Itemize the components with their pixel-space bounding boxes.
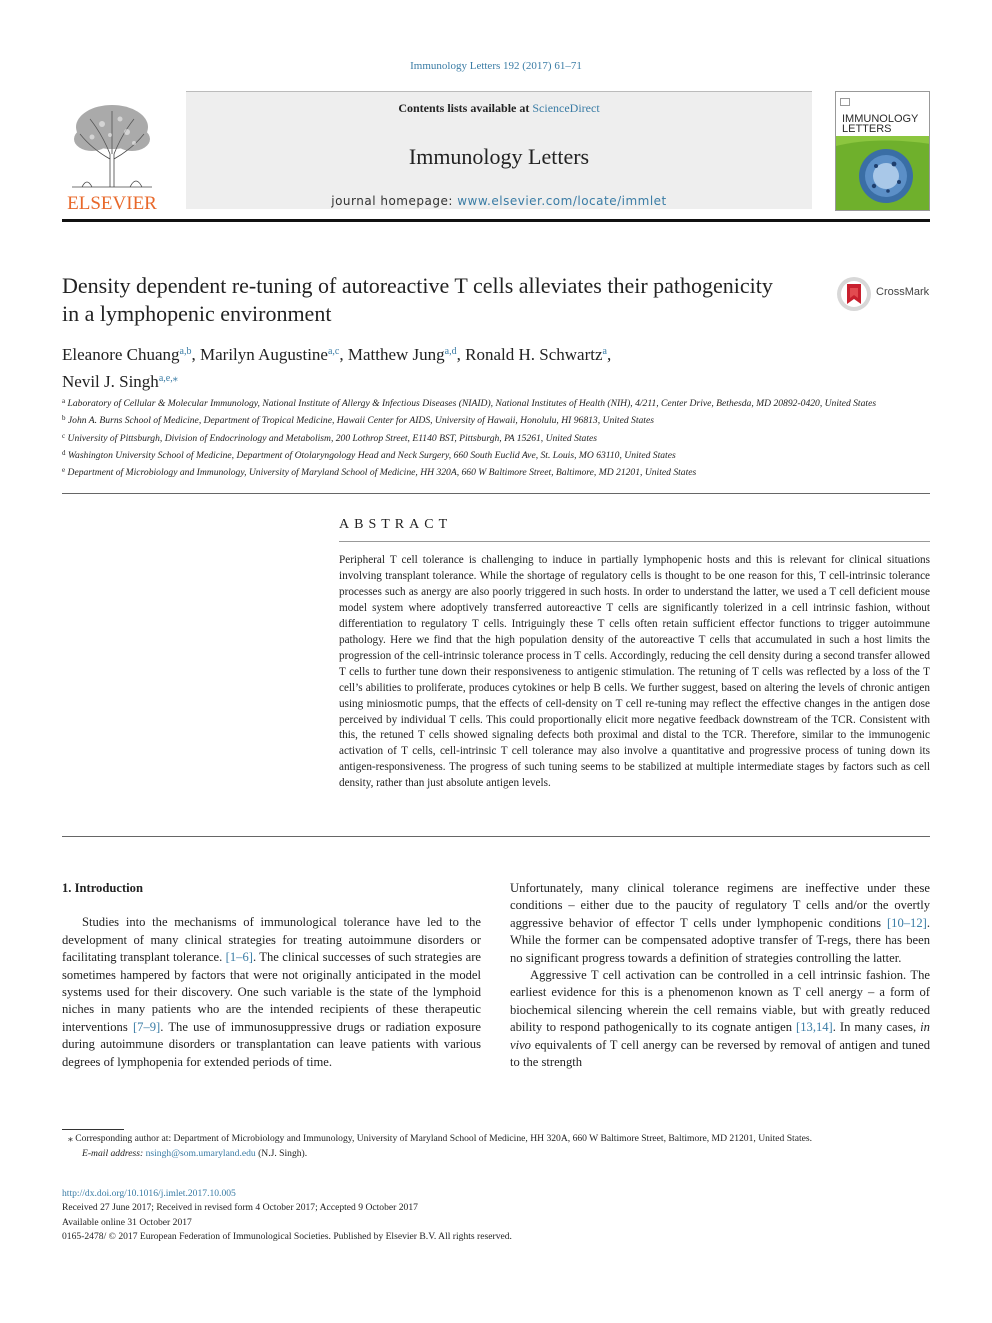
body-column-right <box>510 880 930 1071</box>
footnote-rule <box>62 1129 124 1130</box>
affiliation: $^b$ John A. Burns School of Medicine, Department of Tropical Medicine, Hawaii Center for AIDS, University of Hawaii, Honolulu, HI 96813, United States <box>62 414 654 427</box>
copyright: 0165-2478/ © 2017 European Federation of Immunological Societies. Published by Elsevier B.V. All rights reserved. <box>62 1230 512 1242</box>
author[interactable]: Ronald H. Schwartz$^a$ <box>465 345 607 364</box>
corresponding-author-note: ⁎ Corresponding author at: Department of Microbiology and Immunology, University of Maryland School of Medicine, HH 320A, 660 W Baltimore Street, Baltimore, MD 21201, United States. <box>68 1133 813 1144</box>
crossmark-badge[interactable] <box>836 276 936 312</box>
author-list: Eleanore Chuang$^{a,b}$, Marilyn Augustine$^{a,c}$, Matthew Jung$^{a,d}$, Ronald H. Schwartz$^a$, Nevil J. Singh$^{a,e,⁎}$ <box>62 345 612 391</box>
email-link[interactable]: nsingh@som.umaryland.edu <box>145 1147 256 1159</box>
cover-art-icon <box>836 136 930 211</box>
section-heading: 1. Introduction <box>62 881 143 895</box>
journal-masthead <box>62 91 930 221</box>
author[interactable]: Nevil J. Singh$^{a,e,⁎}$ <box>62 372 178 391</box>
body-column-left <box>62 880 481 1071</box>
affiliation: $^a$ Laboratory of Cellular & Molecular Immunology, National Institute of Allergy & Infectious Diseases (NIAID), National Institutes of Health (NIH), 4/211, Center Drive, Bethesda, MD 20892-0420, United States <box>62 397 877 409</box>
affiliation: $^e$ Department of Microbiology and Immunology, University of Maryland School of Medicine, HH 320A, 660 W Baltimore Street, Baltimore, MD 21201, United States <box>62 466 697 479</box>
paragraph: Unfortunately, many clinical tolerance regimens are ineffective under these conditions – either due to the paucity of regulatory T cells and/or the overtly aggressive behavior of effector T cells under lymphopenic conditions [10–12]. While the former can be compensated adoptive transfer of T-regs, there has been no significant progress towards a definition of strategies controlling the latter. <box>510 881 930 965</box>
abstract-heading: ABSTRACT <box>339 517 453 532</box>
reference-link[interactable]: [10–12] <box>886 915 927 930</box>
footnotes <box>62 1132 930 1161</box>
author[interactable]: Eleanore Chuang$^{a,b}$ <box>62 345 192 364</box>
online-date: Available online 31 October 2017 <box>62 1216 192 1228</box>
paragraph: Aggressive T cell activation can be controlled in a cell intrinsic fashion. The earliest evidence for this is a phenomenon known as T cell anergy – a form of biochemical silencing wherein the cell remains viable, but with greatly reduced ability to respond pathogenically to its cognate antigen [13,14]. In many cases, in vivo equivalents of T cell anergy can be reversed by removal of antigen and tuned to the strength <box>510 968 930 1070</box>
crossmark-label: CrossMark <box>876 286 930 298</box>
received-dates: Received 27 June 2017; Received in revised form 4 October 2017; Accepted 9 October 2017 <box>62 1202 418 1214</box>
homepage-prefix: journal homepage: <box>331 194 453 208</box>
divider <box>62 836 930 837</box>
masthead-rule <box>62 219 930 222</box>
homepage-link[interactable]: www.elsevier.com/locate/immlet <box>457 194 667 208</box>
doi-link[interactable]: http://dx.doi.org/10.1016/j.imlet.2017.10.005 <box>62 1188 236 1199</box>
paragraph: Studies into the mechanisms of immunological tolerance have led to the development of many clinical strategies for treating autoimmune disorders or facilitating transplant tolerance. [1–6]. The clinical successes of such strategies are sometimes hampered by factors that were not originally anticipated in the model systems used for their discovery. One such variable is the state of the lymphoid niches in many patients who are the intended recipients of these therapeutic interventions [7–9]. The use of immunosuppressive drugs or radiation exposure during autoimmune disorders or transplantation can leave patients with various degrees of lymphopenia for extended periods of time. <box>62 915 481 1069</box>
cover-title: IMMUNOLOGY LETTERS <box>842 113 919 135</box>
elsevier-tree-icon <box>62 99 162 214</box>
publication-info <box>62 1187 930 1244</box>
contents-line <box>186 101 812 116</box>
homepage-line <box>186 194 812 208</box>
contents-prefix: Contents lists available at <box>398 101 530 115</box>
reference-link[interactable]: [7–9] <box>132 1019 161 1034</box>
svg-text:ELSEVIER: ELSEVIER <box>67 193 157 214</box>
elsevier-logo[interactable] <box>62 99 162 214</box>
abstract-text: Peripheral T cell tolerance is challenging to induce in partially lymphopenic hosts and this is relevant for clinical situations involving transplant tolerance. While the shortage of regulatory cells is thought to be one reason for this, T cell-intrinsic tolerance processes such as anergy are also poorly triggered in such hosts. In order to understand the latter, we used a T cell deficient mouse model system where adoptively transferred autoreactive T cells are significantly tolerized in a cell intrinsic fashion, without differentiation to regulatory T cells. Intriguingly these T cells often retain sufficient effector functions to trigger autoimmune pathology. Here we find that the high population density of the autoreactive T cells that accumulated in such a host limits the progression of the cell-intrinsic tolerance process in T cells. Accordingly, reducing the cell density during a second transfer allowed T cells to further tune down their responsiveness to antigenic stimulation. The retuning of T cells was reflected by a loss of the T cell’s abilities to proliferate, produces cytokines or help B cells. We further suggest, based on altering the levels of chronic antigen using miniosmotic pumps, that the effects of cell-density on T cell re-tuning may reflect the effective changes in the antigen dose perceived by individual T cells. This could proportionally elicit more negative feedback downstream of the TCR. Consistent with this, the retuned T cells showed signaling defects both proximal and distal to the TCR. Therefore, similar to the immunogenic activation of T cells, cell-intrinsic T cell tolerance may also involve a quantitative and progressive process of tuning down its antigen-responsiveness. The progress of such tuning seems to be stabilized at multiple intermediate stages by factors such as cell density, rather than just absolute antigen levels. <box>339 554 930 790</box>
journal-citation[interactable]: Immunology Letters 192 (2017) 61–71 <box>410 60 582 72</box>
journal-name: Immunology Letters <box>408 144 590 169</box>
author[interactable]: Marilyn Augustine$^{a,c}$ <box>200 345 340 364</box>
divider <box>339 541 930 542</box>
affiliation: $^c$ University of Pittsburgh, Division of Endocrinology and Metabolism, 200 Lothrop Street, E1140 BST, Pittsburgh, PA 15261, United States <box>62 431 598 444</box>
email-note: E-mail address: nsingh@som.umaryland.edu (N.J. Singh). <box>82 1147 308 1159</box>
journal-cover[interactable] <box>835 91 930 211</box>
article-title: Density dependent re-tuning of autoreactive T cells alleviates their pathogenicity in a lymphopenic environment <box>62 273 773 326</box>
affiliations <box>62 394 930 480</box>
reference-link[interactable]: [13,14] <box>796 1020 833 1035</box>
affiliation: $^d$ Washington University School of Medicine, Department of Otolaryngology Head and Neck Surgery, 660 South Euclid Ave, St. Louis, MO 63110, United States <box>62 448 676 461</box>
author[interactable]: Matthew Jung$^{a,d}$ <box>347 345 457 364</box>
divider <box>62 493 930 494</box>
sciencedirect-link[interactable]: ScienceDirect <box>532 101 600 115</box>
journal-info-box <box>186 91 812 209</box>
reference-link[interactable]: [1–6] <box>225 950 253 965</box>
crossmark-icon <box>836 276 872 312</box>
